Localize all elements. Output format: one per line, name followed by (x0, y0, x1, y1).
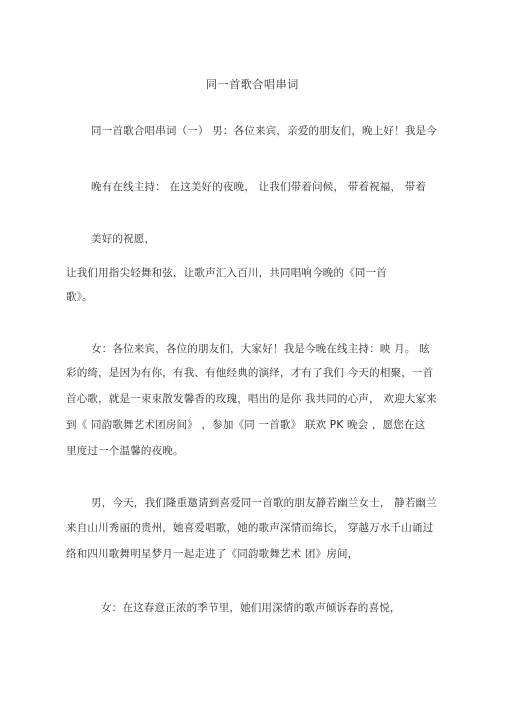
paragraph-line: 美好的祝愿， (91, 233, 156, 245)
paragraph-line: 络和四川歌舞明星梦月一起走进了《同韵歌舞艺术 团》房间， (66, 548, 359, 560)
paragraph-line: 晚有在线主持： 在这美好的夜晚， 让我们带着问候， 带着祝福， 带着 (91, 181, 427, 193)
paragraph-line: 来自山川秀丽的贵州，她喜爱唱歌，她的歌声深情而绵长， 穿越万水千山诵过 (66, 522, 434, 534)
paragraph-line: 到《 同韵歌舞艺术团房间》 ，参加《同 一首歌》 联欢 PK 晚会 ，愿您在这 (66, 419, 426, 431)
paragraph-line: 女：在这春意正浓的季节里，她们用深情的歌声倾诉春的喜悦， (101, 602, 401, 614)
paragraph-line: 女：各位来宾，各位的朋友们，大家好！我是今晚在线主持：映 月。 眩 (91, 343, 430, 355)
paragraph-line: 歌》。 (66, 291, 93, 303)
paragraph-line: 首心歌，就是一束束散发馨香的玫瑰，唱出的是你 我共同的心声， 欢迎大家来 (66, 393, 437, 405)
paragraph-line: 里度过一个温馨的夜晚。 (66, 445, 184, 457)
paragraph-line: 同一首歌合唱串词（一） 男：各位来宾，亲爱的朋友们，晚上好！我是今 (91, 125, 437, 137)
document-title: 同一首歌合唱串词 (206, 78, 299, 91)
paragraph-line: 彩的绮，是因为有你，有我、有他经典的演绎，才有了我们 今天的相聚，一首 (66, 367, 434, 379)
paragraph-line: 男，今天，我们隆重邀请到喜爱同一首歌的朋友静若幽兰女士， 静若幽兰 (91, 497, 437, 509)
paragraph-line: 让我们用指尖轻舞和弦，让歌声汇入百川，共同唱响今晚的《同一首 (66, 267, 387, 279)
